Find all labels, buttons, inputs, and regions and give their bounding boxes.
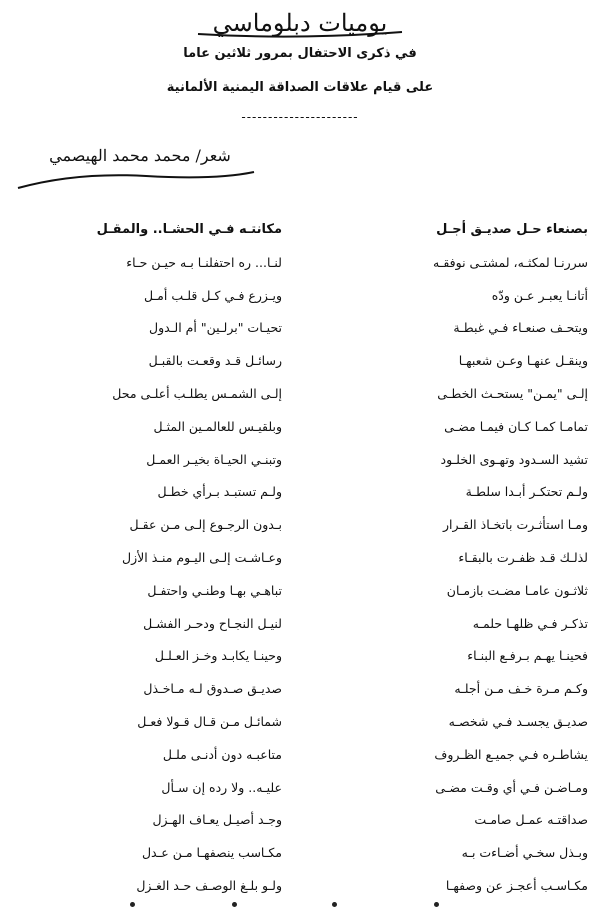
poem-verse-line: عليـه.. ولا رده إن سـأل	[161, 779, 282, 795]
poem-verse-line: لذلـك قـد ظفـرت بالبقـاء	[458, 549, 588, 565]
poem-verse-line: وحينـا يكابـد وخـز العـلـل	[154, 648, 282, 664]
poem-verse-line: وبـذل سخـي أضـاءت بـه	[461, 845, 588, 861]
poem-verse-line: وعـاشـت إلـى اليـوم منـذ الأزل	[122, 549, 282, 565]
poem-verse-line: وينقـل عنهـا وعـن شعبهـا	[458, 353, 588, 369]
poem-verse-line: مكـاسب ينصفهـا مـن عـدل	[141, 845, 282, 861]
bullet-mark	[434, 902, 439, 907]
poem-verse-line: صداقتـه عمـل صامـت	[474, 812, 588, 828]
poem-verse-line: تباهـي بهـا وطنـي واحتفـل	[147, 582, 282, 598]
poem-verse-line: ومـاضـن فـي أي وقـت مضـى	[435, 779, 588, 795]
poem-verse-line: ولـم تستبـد بـرأي خطـل	[157, 484, 282, 500]
poem-verse-line: تحيـات "برلـين" أم الـدول	[149, 320, 282, 336]
author-underline	[16, 168, 256, 192]
poem-verse-line: ولـو بلـغ الوصـف حـد الغـزل	[136, 877, 282, 893]
poem-verse-line: صديـق يجسـد فـي شخصـه	[448, 713, 588, 729]
subtitle-relations: على قيام علاقات الصداقة اليمنية الألمانية	[166, 80, 434, 95]
separator-line: ----------------------	[241, 110, 359, 124]
bullet-mark	[232, 902, 237, 907]
poem-verse-line: إلـى "يمـن" يستحـث الخطـى	[437, 385, 588, 401]
poem-verse-line: مكـاسـب أعجـز عن وصفهـا	[445, 877, 588, 893]
poem-verse-line: رسائـل قـد وقعـت بالقبـل	[148, 353, 282, 369]
poem-verse-line: أتانـا يعبـر عـن ودّه	[491, 287, 588, 303]
poem-verse-line: مكانتـه فـي الحشـا.. والمقـل	[96, 222, 282, 237]
poem-verse-line: وبلقيـس للعالمـين المثـل	[153, 418, 282, 434]
poem-verse-line: تذكـر فـي ظلهـا حلمـه	[472, 615, 588, 631]
poem-verse-line: يشاطـره فـي جميـع الظـروف	[434, 746, 588, 762]
bullet-mark	[332, 902, 337, 907]
poem-verse-line: ويتحـف صنعـاء فـي غبطـة	[453, 320, 588, 336]
poem-verse-line: متاعبـه دون أدنـى ملـل	[162, 746, 282, 762]
poem-verse-line: وكـم مـرة خـف مـن أجلـه	[454, 681, 588, 697]
poem-verse-line: لنيـل النجـاح ودحـر الفشـل	[143, 615, 282, 631]
subtitle-occasion: في ذكرى الاحتفال بمرور ثلاثين عاما	[183, 46, 417, 61]
poem-verse-line: فحينـا يهـم بـرفـع البنـاء	[467, 648, 588, 664]
poem-right-column	[320, 214, 588, 903]
document-title: يوميات دبلوماسي	[212, 9, 388, 37]
poem-verse-line: سررنـا لمكثـه، لمشتـى نوفقـه	[432, 254, 588, 270]
poem-verse-line: بصنعاء حـل صديـق أجـل	[436, 222, 588, 237]
poem-verse-line: شمائـل مـن قـال قـولا فعـل	[137, 713, 282, 729]
author-line: شعر/ محمد محمد الهيصمي	[49, 146, 231, 165]
poem-verse-line: تشيد السـدود وتهـوى الخلـود	[440, 451, 588, 467]
poem-verse-line: وتبنـي الحيـاة بخيـر العمـل	[146, 451, 282, 467]
poem-verse-line: بـدون الرجـوع إلـى مـن عقـل	[129, 517, 282, 533]
poem-verse-line: ولـم تحتكـر أبـدا سلطـة	[465, 484, 588, 500]
poem-verse-line: ثلاثـون عامـا مضـت بازمـان	[446, 582, 588, 598]
poem-verse-line: وجـد أصيـل يعـاف الهـزل	[152, 812, 282, 828]
poem-verse-line: ومـا استأثـرت باتخـاذ القـرار	[442, 517, 588, 533]
title-underline	[196, 30, 406, 44]
poem-verse-line: ويـزرع فـي كـل قلـب أمـل	[144, 287, 282, 303]
poem-verse-line: لنـا... ره احتفلنـا بـه حيـن حـاء	[126, 254, 282, 270]
poem-left-column	[14, 214, 282, 903]
bullet-mark	[130, 902, 135, 907]
poem-verse-line: صديـق صـدوق لـه مـاخـذل	[143, 681, 282, 697]
poem-verse-line: تمامـا كمـا كـان فيمـا مضـى	[444, 418, 588, 434]
poem-verse-line: إلـى الشمـس يطلـب أعلـى محل	[112, 385, 282, 401]
